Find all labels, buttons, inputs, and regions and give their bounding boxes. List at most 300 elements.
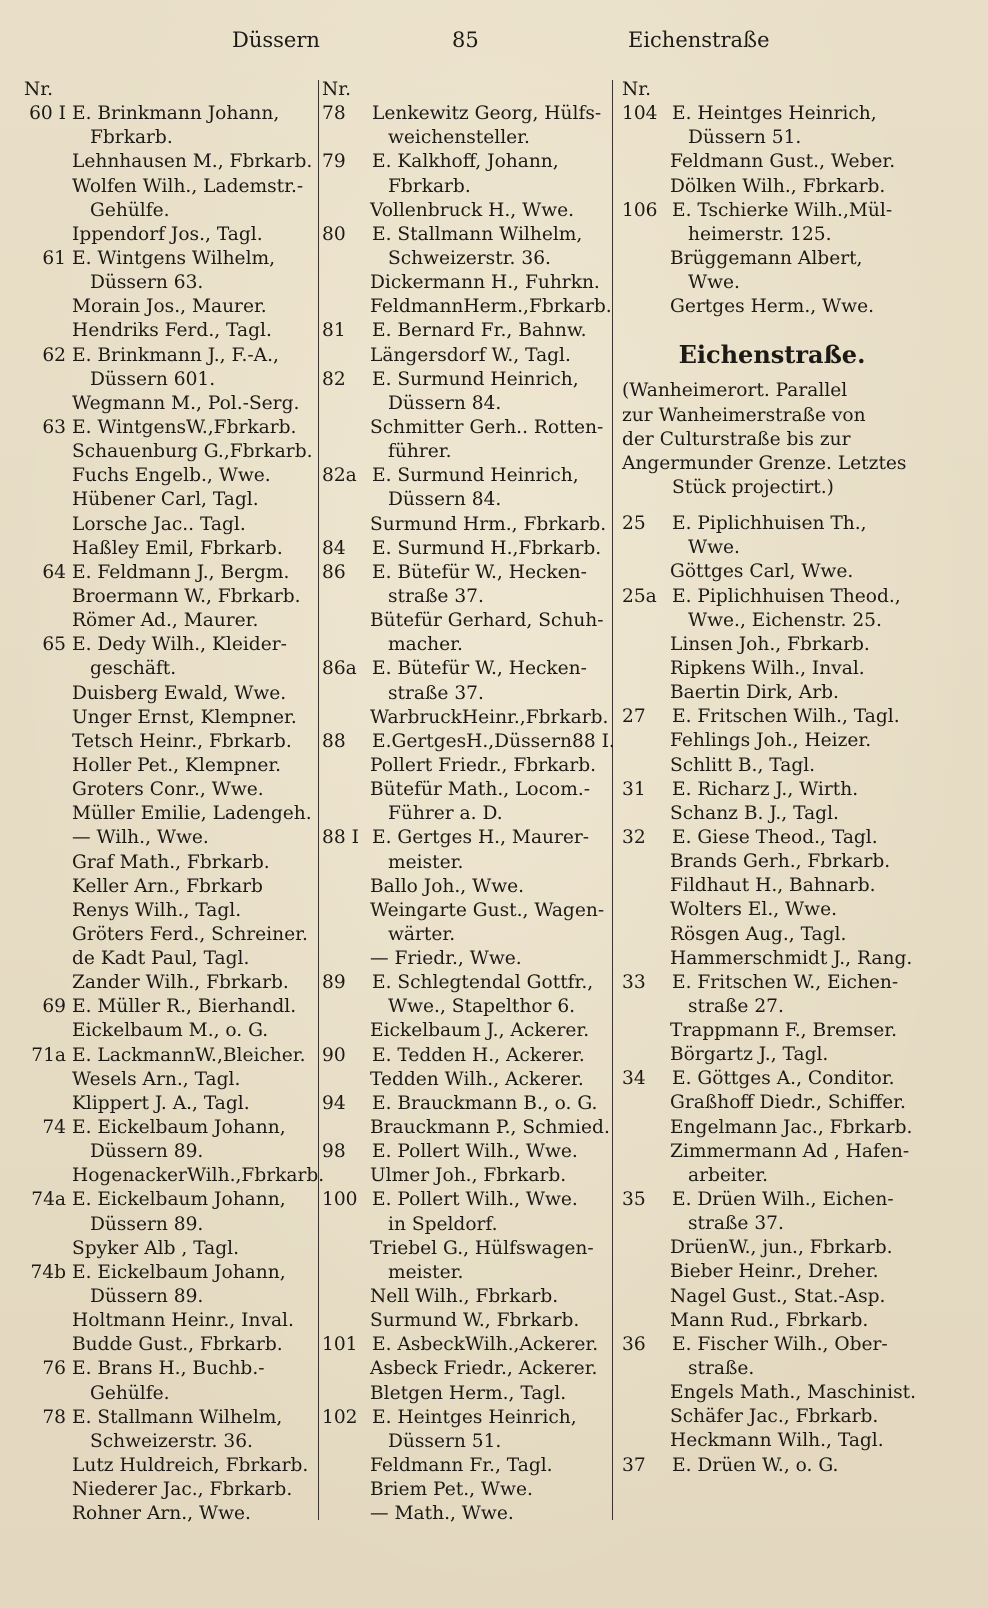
entry-text: weichensteller. [388,127,530,149]
entry-text: E. Pollert Wilh., Wwe. [372,1189,578,1211]
entry-text: Eickelbaum J., Ackerer. [370,1020,590,1042]
resident-entry [322,899,612,923]
entry-text: Mann Rud., Fbrkarb. [670,1309,869,1331]
entry-text: Surmund Hrm., Fbrkarb. [370,513,607,535]
entry-text: wärter. [388,923,456,945]
entry-text: Schauenburg G.,Fbrkarb. [72,441,313,463]
entry-text: Tedden Wilh., Ackerer. [370,1068,584,1090]
entry-text: Schlitt B., Tagl. [670,754,816,776]
house-entry [322,1044,612,1068]
entry-text: Lehnhausen M., Fbrkarb. [72,151,313,173]
house-number: 82 [322,368,346,390]
entry-text: meister. [388,1261,464,1283]
entry-text: E. Heintges Heinrich, [372,1406,577,1428]
house-number: 61 [42,247,66,269]
resident-entry [322,633,612,657]
resident-entry [24,440,320,464]
resident-entry [622,1091,922,1115]
section-note-line: zur Wanheimerstraße von [622,404,866,426]
entry-text: Graf Math., Fbrkarb. [72,851,270,873]
entry-text: — Wilh., Wwe. [72,827,209,849]
house-number: 60 I [29,103,66,125]
house-entry [622,826,922,850]
resident-entry [622,223,922,247]
entry-text: E. Eickelbaum Johann, [72,1117,286,1139]
resident-entry [622,1357,922,1381]
resident-entry [24,1164,325,1188]
house-number: 78 [42,1406,66,1428]
resident-entry [622,1043,922,1067]
entry-text: Broermann W., Fbrkarb. [72,585,301,607]
resident-entry [24,875,320,899]
entry-text: Weingarte Gust., Wagen- [370,899,605,921]
entry-text: Gertges Herm., Wwe. [670,296,874,318]
column-3-entries-bottom [622,512,922,1478]
entry-text: Niederer Jac., Fbrkarb. [72,1479,293,1501]
entry-text: Bieber Heinr., Dreher. [670,1261,879,1283]
resident-entry [24,971,320,995]
entry-text: Nell Wilh., Fbrkarb. [370,1286,559,1308]
resident-entry [322,1237,612,1261]
resident-entry [24,126,320,150]
section-note-line: Stück projectirt.) [672,476,834,498]
resident-entry [322,1430,612,1454]
entry-text: Wolfen Wilh., Lademstr.- [72,175,304,197]
entry-text: Zimmermann Ad , Hafen- [670,1140,910,1162]
house-entry [24,1188,320,1212]
resident-entry [322,706,612,730]
resident-entry [24,488,320,512]
entry-text: Hübener Carl, Tagl. [72,489,259,511]
resident-entry [322,682,612,706]
house-entry [622,1333,922,1357]
resident-entry [322,295,612,319]
entry-text: Dickermann H., Fuhrkn. [370,272,600,294]
entry-text: Graßhoff Diedr., Schiffer. [670,1092,906,1114]
house-entry [24,1406,320,1430]
entry-text: E. Piplichhuisen Theod., [672,585,901,607]
house-entry [24,102,320,126]
entry-text: in Speldorf. [388,1213,498,1235]
entry-text: Ballo Joh., Wwe. [370,875,525,897]
house-entry [322,319,612,343]
entry-text: E. Kalkhoff, Johann, [372,151,559,173]
entry-text: Vollenbruck H., Wwe. [370,199,575,221]
resident-entry [24,464,320,488]
resident-entry [24,199,320,223]
house-number: 76 [42,1358,66,1380]
entry-text: Göttges Carl, Wwe. [670,561,854,583]
resident-entry [24,657,320,681]
house-entry [24,247,320,271]
entry-text: Düssern 51. [388,1430,502,1452]
entry-text: Düssern 84. [388,392,502,414]
entry-text: Eickelbaum M., o. G. [72,1020,269,1042]
house-number: 74 [42,1117,66,1139]
entry-text: E. Brans H., Buchb.- [72,1358,265,1380]
house-number: 27 [622,706,646,728]
entry-text: Düssern 89. [90,1213,204,1235]
house-number: 36 [622,1333,646,1355]
entry-text: Brands Gerh., Fbrkarb. [670,851,891,873]
resident-entry [322,1382,612,1406]
section-note-line: der Culturstraße bis zur [622,428,851,450]
entry-text: E. Tschierke Wilh.,Mül- [672,199,893,221]
resident-entry [622,754,922,778]
entry-text: Fbrkarb. [90,127,173,149]
column-label [24,78,320,102]
house-number: 33 [622,971,646,993]
entry-text: Schmitter Gerh.. Rotten- [370,416,604,438]
entry-text: E. Bütefür W., Hecken- [372,658,587,680]
resident-entry [622,247,922,271]
house-entry [24,995,320,1019]
house-entry [322,537,612,561]
column-label [622,78,922,102]
resident-entry [322,802,612,826]
resident-entry [622,1381,922,1405]
resident-entry [622,1429,922,1453]
entry-text: E. Eickelbaum Johann, [72,1189,286,1211]
house-entry [322,1333,612,1357]
resident-entry [622,271,922,295]
resident-entry [622,657,922,681]
entry-text: E. Piplichhuisen Th., [672,513,867,535]
resident-entry [322,1309,612,1333]
entry-text: Lenkewitz Georg, Hülfs- [372,103,602,125]
house-number: 34 [622,1068,646,1090]
resident-entry [622,1019,922,1043]
house-number: 82a [322,465,357,487]
section-note-line: Angermunder Grenze. Letztes [622,452,907,474]
house-entry [622,1067,922,1091]
entry-text: E. Surmund H.,Fbrkarb. [372,537,602,559]
entry-text: E. Tedden H., Ackerer. [372,1044,585,1066]
entry-text: WarbruckHeinr.,Fbrkarb. [370,706,609,728]
house-number: 37 [622,1454,646,1476]
entry-text: E. Stallmann Wilhelm, [72,1406,283,1428]
entry-text: Morain Jos., Maurer. [72,296,267,318]
resident-entry [322,513,612,537]
entry-text: Asbeck Friedr., Ackerer. [370,1358,598,1380]
entry-text: Wwe., Stapelthor 6. [388,996,576,1018]
entry-text: Brüggemann Albert, [670,247,863,269]
column-divider [612,80,613,1520]
resident-entry [322,1261,612,1285]
resident-entry [322,947,612,971]
resident-entry [622,1285,922,1309]
resident-entry [322,488,612,512]
entry-text: Gröters Ferd., Schreiner. [72,923,308,945]
entry-text: E. Drüen Wilh., Eichen- [672,1189,894,1211]
house-number: 89 [322,972,346,994]
entry-text: Baertin Dirk, Arb. [670,682,839,704]
entry-text: Wwe. [688,537,740,559]
entry-text: — Math., Wwe. [370,1503,514,1525]
resident-entry [24,585,320,609]
resident-entry [322,923,612,947]
resident-entry [622,729,922,753]
entry-text: macher. [388,634,463,656]
resident-entry [622,1140,922,1164]
resident-entry [622,295,922,319]
resident-entry [24,223,320,247]
entry-text: Rohner Arn., Wwe. [72,1503,251,1525]
resident-entry [622,1212,922,1236]
section-note [622,379,922,500]
resident-entry [622,681,922,705]
entry-text: straße 27. [688,995,784,1017]
resident-entry [24,319,320,343]
resident-entry [322,1164,612,1188]
entry-text: E. Dedy Wilh., Kleider- [72,634,287,656]
entry-text: FeldmannHerm.,Fbrkarb. [370,296,612,318]
resident-entry [24,899,320,923]
entry-text: Römer Ad., Maurer. [72,610,259,632]
resident-entry [322,1285,612,1309]
entry-text: E. Göttges A., Conditor. [672,1068,895,1090]
house-number: 32 [622,826,646,848]
entry-text: DrüenW., jun., Fbrkarb. [670,1237,893,1259]
house-number: 79 [322,151,346,173]
running-head [0,28,988,64]
entry-text: E. Surmund Heinrich, [372,465,579,487]
entry-text: Budde Gust., Fbrkarb. [72,1334,283,1356]
entry-text: HogenackerWilh.,Fbrkarb. [72,1165,325,1187]
resident-entry [24,1285,320,1309]
resident-entry [24,778,320,802]
entry-text: Schanz B. J., Tagl. [670,802,839,824]
resident-entry [622,1405,922,1429]
house-entry [622,102,922,126]
resident-entry [622,126,922,150]
resident-entry [24,513,320,537]
house-entry [322,1092,612,1116]
entry-text: Holtmann Heinr., Inval. [72,1310,294,1332]
resident-entry [322,199,612,223]
header-left-street: Düssern [232,28,320,52]
entry-text: Lorsche Jac.. Tagl. [72,513,246,535]
house-number: 25a [622,585,657,607]
entry-text: heimerstr. 125. [688,223,832,245]
resident-entry [24,1478,320,1502]
section-note-line: (Wanheimerort. Parallel [622,380,848,402]
house-entry [24,633,320,657]
entry-text: Wegmann M., Pol.-Serg. [72,392,300,414]
entry-text: Brauckmann P., Schmied. [370,1117,610,1139]
resident-entry [24,392,320,416]
entry-text: Groters Conr., Wwe. [72,779,264,801]
entry-text: Holler Pet., Klempner. [72,754,282,776]
entry-text: Engelmann Jac., Fbrkarb. [670,1116,913,1138]
header-right-street: Eichenstraße [628,28,770,52]
house-entry [322,971,612,995]
resident-entry [322,416,612,440]
entry-text: Düssern 84. [388,489,502,511]
resident-entry [24,537,320,561]
resident-entry [24,1333,320,1357]
entry-text: Düssern 63. [90,272,204,294]
house-number: 71a [31,1044,66,1066]
entry-text: Nr. [622,79,652,100]
entry-text: Führer a. D. [388,803,503,825]
resident-entry [322,1357,612,1381]
entry-text: E. Bütefür W., Hecken- [372,561,587,583]
entry-text: E. Giese Theod., Tagl. [672,826,878,848]
resident-entry [322,1502,612,1526]
entry-text: Nr. [24,79,54,100]
resident-entry [24,730,320,754]
resident-entry [622,150,922,174]
house-number: 100 [322,1189,358,1211]
house-entry [24,1044,320,1068]
resident-entry [322,609,612,633]
house-entry [24,1357,320,1381]
resident-entry [322,875,612,899]
resident-entry [24,802,320,826]
house-number: 90 [322,1044,346,1066]
entry-text: Rösgen Aug., Tagl. [670,923,847,945]
house-entry [322,464,612,488]
column-label [322,78,612,102]
resident-entry [322,247,612,271]
entry-text: E. Pollert Wilh., Wwe. [372,1141,578,1163]
entry-text: Ippendorf Jos., Tagl. [72,223,263,245]
entry-text: Hammerschmidt J., Rang. [670,947,913,969]
resident-entry [322,778,612,802]
house-number: 65 [42,634,66,656]
house-entry [24,344,320,368]
entry-text: Fuchs Engelb., Wwe. [72,465,271,487]
house-number: 101 [322,1334,358,1356]
resident-entry [322,1068,612,1092]
resident-entry [24,1092,320,1116]
page-number: 85 [452,28,479,52]
entry-text: Feldmann Fr., Tagl. [370,1455,553,1477]
house-number: 94 [322,1092,346,1114]
house-number: 86a [322,658,357,680]
house-number: 86 [322,561,346,583]
resident-entry [24,1454,320,1478]
entry-text: E. Brauckmann B., o. G. [372,1092,598,1114]
house-entry [322,730,615,754]
entry-text: führer. [388,441,452,463]
resident-entry [622,175,922,199]
entry-text: Dölken Wilh., Fbrkarb. [670,175,886,197]
house-number: 74a [31,1189,66,1211]
resident-entry [24,295,320,319]
entry-text: Fehlings Joh., Heizer. [670,730,872,752]
entry-text: E. Müller R., Bierhandl. [72,996,297,1018]
resident-entry [322,1019,612,1043]
resident-entry [322,440,612,464]
house-entry [322,826,612,850]
entry-text: straße 37. [388,585,484,607]
entry-text: Unger Ernst, Klempner. [72,706,297,728]
resident-entry [622,633,922,657]
entry-text: Linsen Joh., Fbrkarb. [670,633,870,655]
house-entry [622,585,922,609]
resident-entry [322,995,612,1019]
entry-text: de Kadt Paul, Tagl. [72,948,250,970]
column-3 [622,78,922,1478]
house-number: 81 [322,320,346,342]
entry-text: E. Stallmann Wilhelm, [372,223,583,245]
house-number: 69 [42,996,66,1018]
entry-text: Wwe. [688,272,740,294]
house-entry [322,223,612,247]
entry-text: Klippert J. A., Tagl. [72,1092,250,1114]
entry-text: Lutz Huldreich, Fbrkarb. [72,1455,309,1477]
entry-text: Wwe., Eichenstr. 25. [688,609,882,631]
resident-entry [622,898,922,922]
entry-text: Tetsch Heinr., Fbrkarb. [72,730,292,752]
resident-entry [622,1260,922,1284]
resident-entry [622,1116,922,1140]
house-number: 78 [322,103,346,125]
entry-text: Düssern 601. [90,368,216,390]
resident-entry [322,126,612,150]
resident-entry [24,609,320,633]
entry-text: straße. [688,1358,755,1380]
spacer [622,500,922,512]
resident-entry [24,1309,320,1333]
resident-entry [622,1164,922,1188]
resident-entry [24,1140,320,1164]
house-number: 88 I [322,827,359,849]
house-number: 63 [42,416,66,438]
resident-entry [24,826,320,850]
entry-text: Feldmann Gust., Weber. [670,151,896,173]
entry-text: E. LackmannW.,Bleicher. [72,1044,306,1066]
house-number: 25 [622,513,646,535]
house-entry [24,561,320,585]
house-entry [622,1188,922,1212]
column-2 [322,78,615,1526]
entry-text: Börgartz J., Tagl. [670,1044,829,1066]
entry-text: E. Gertges H., Maurer- [372,827,590,849]
house-entry [322,657,612,681]
entry-text: Fildhaut H., Bahnarb. [670,875,876,897]
house-entry [24,1116,320,1140]
entry-text: Keller Arn., Fbrkarb [72,875,263,897]
entry-text: Ripkens Wilh., Inval. [670,657,865,679]
house-number: 35 [622,1189,646,1211]
entry-text: E.GertgesH.,Düssern88 I. [372,730,615,752]
entry-text: E. Feldmann J., Bergm. [72,561,290,583]
resident-entry [24,851,320,875]
resident-entry [622,1309,922,1333]
entry-text: straße 37. [388,682,484,704]
resident-entry [622,609,922,633]
resident-entry [622,995,922,1019]
house-number: 88 [322,730,346,752]
house-entry [322,368,612,392]
entry-text: Bletgen Herm., Tagl. [370,1382,567,1404]
entry-text: Schweizerstr. 36. [388,247,551,269]
entry-text: E. Eickelbaum Johann, [72,1261,286,1283]
house-number: 74b [30,1261,66,1283]
entry-text: — Friedr., Wwe. [370,948,522,970]
entry-text: E. Fritschen Wilh., Tagl. [672,706,900,728]
entry-text: Engels Math., Maschinist. [670,1382,917,1404]
house-entry [622,199,922,223]
entry-text: Bütefür Math., Locom.- [370,779,591,801]
entry-text: Düssern 89. [90,1141,204,1163]
entry-text: meister. [388,851,464,873]
resident-entry [622,536,922,560]
entry-text: Gehülfe. [90,1382,170,1404]
